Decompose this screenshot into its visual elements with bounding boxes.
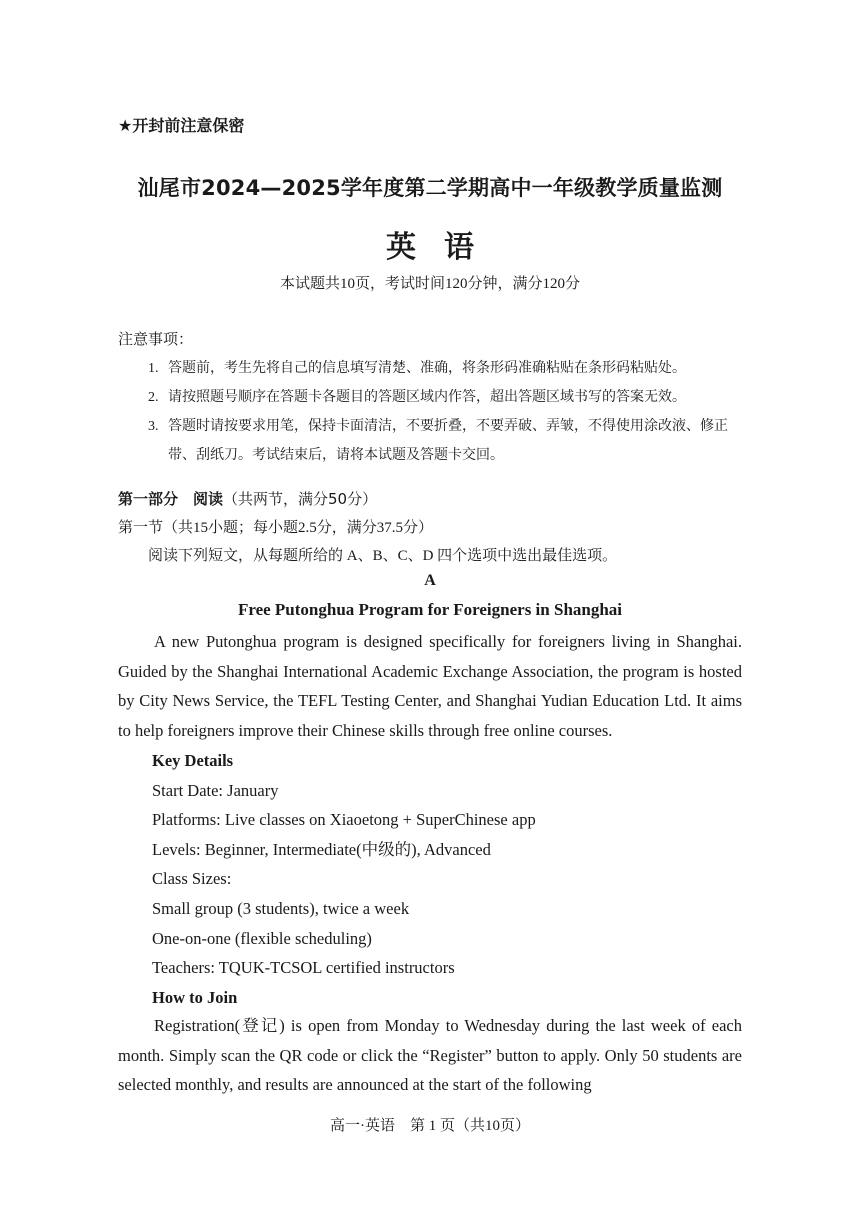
how-to-join-heading: How to Join (152, 987, 238, 1007)
key-details-heading: Key Details (152, 751, 234, 770)
detail-levels: Levels: Beginner, Intermediate(中级的), Advanced (152, 839, 491, 859)
part-heading-bold: 第一部分 阅读 (118, 490, 224, 508)
notice-heading: 注意事项： (118, 332, 194, 348)
page-footer: 高一·英语 第 1 页（共10页） (330, 1118, 530, 1134)
registration-paragraph: Registration(登记) is open from Monday to Wednesday during the last week of each month. Simply scan the QR code or click the “Register” button to apply. Only 50 students are selected monthly, and results are announced at the start of the following (118, 1016, 742, 1095)
key-details (152, 746, 536, 1012)
notice-item-number: 3. (148, 419, 159, 434)
detail-one-on-one: One-on-one (flexible scheduling) (152, 928, 372, 948)
detail-class-sizes: Class Sizes: (152, 869, 232, 889)
notice-item (148, 412, 748, 470)
notice-item-text: 请按照题号顺序在答题卡各题目的答题区域内作答，超出答题区域书写的答案无效。 (168, 390, 686, 405)
passage-letter: A (424, 572, 436, 589)
confidential-mark: ★开封前注意保密 (118, 116, 245, 135)
notice-item-number: 2. (148, 390, 159, 405)
notice-list (148, 354, 748, 470)
notice-item-number: 1. (148, 361, 159, 376)
detail-small-group: Small group (3 students), twice a week (152, 898, 410, 918)
notice-item-text: 答题前，考生先将自己的信息填写清楚、准确，将条形码准确粘贴在条形码粘贴处。 (168, 361, 686, 376)
detail-teachers: Teachers: TQUK-TCSOL certified instructors (152, 958, 455, 978)
detail-platforms: Platforms: Live classes on Xiaoetong + SuperChinese app (152, 810, 536, 830)
subject-title: 英语 (386, 231, 502, 264)
exam-title: 汕尾市2024—2025学年度第二学期高中一年级教学质量监测 (137, 176, 723, 200)
passage-title: Free Putonghua Program for Foreigners in Shanghai (237, 600, 623, 619)
detail-start-date: Start Date: January (152, 780, 279, 800)
notice-item (148, 383, 748, 412)
exam-info: 本试题共10页，考试时间120分钟，满分120分 (279, 276, 580, 292)
passage-intro: A new Putonghua program is designed specifically for foreigners living in Shanghai. Guided by the Shanghai International Academic Exchange Association, the program is hosted by City News Service, the TEFL Testing Center, and Shanghai Yudian Education Ltd. It aims to help foreigners improve their Chinese skills through free online courses. (118, 632, 742, 740)
section-heading: 第一节（共15小题；每小题2.5分，满分37.5分） (118, 520, 434, 536)
directions: 阅读下列短文，从每题所给的 A、B、C、D 四个选项中选出最佳选项。 (148, 548, 618, 564)
part-heading-rest: （共两节，满分50分） (223, 490, 378, 508)
notice-item (148, 354, 748, 383)
part-heading (118, 488, 377, 509)
notice-item-text: 答题时请按要求用笔，保持卡面清洁，不要折叠，不要弄破、弄皱，不得使用涂改液、修正带、刮纸刀。考试结束后，请将本试题及答题卡交回。 (168, 419, 728, 463)
